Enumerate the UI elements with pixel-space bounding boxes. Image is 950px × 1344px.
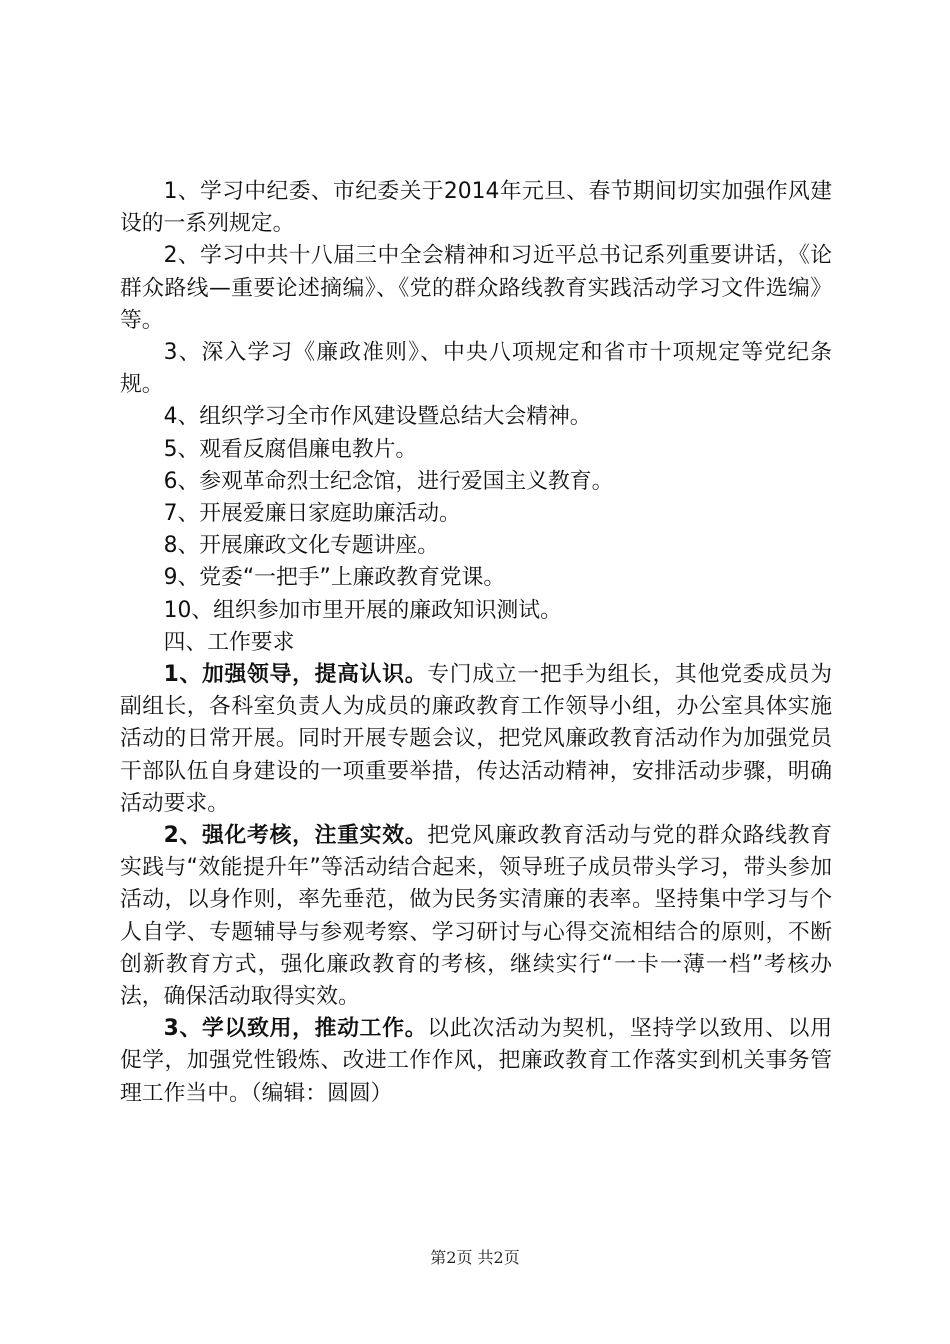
requirement-paragraph: 1、加强领导，提高认识。专门成立一把手为组长，其他党委成员为副组长，各科室负责人为成员的廉政教育工作领导小组，办公室具体实施活动的日常开展。同时开展专题会议，把党风廉政教育活动作为加强党员干部队伍自身建设的一项重要举措，传达活动精神，安排活动步骤，明确活动要求。 xyxy=(120,662,832,816)
section-heading: 四、工作要求 xyxy=(163,629,295,655)
list-item: 8、开展廉政文化专题讲座。 xyxy=(163,533,440,559)
list-item: 2、学习中共十八届三中全会精神和习近平总书记系列重要讲话，《论群众路线—重要论述摘编》、《党的群众路线教育实践活动学习文件选编》等。 xyxy=(120,243,832,333)
requirement-lead: 3、学以致用，推动工作。 xyxy=(163,1016,428,1042)
list-item: 3、深入学习《廉政准则》、中央八项规定和省市十项规定等党纪条规。 xyxy=(120,340,832,398)
list-item: 6、参观革命烈士纪念馆，进行爱国主义教育。 xyxy=(163,468,614,494)
requirement-paragraph: 2、强化考核，注重实效。把党风廉政教育活动与党的群众路线教育实践与“效能提升年”等活动结合起来，领导班子成员带头学习，带头参加活动，以身作则，率先垂范，做为民务实清廉的表率。坚持集中学习与个人自学、专题辅导与参观考察、学习研讨与心得交流相结合的原则，不断创新教育方式，强化廉政教育的考核，继续实行“一卡一薄一档”考核办法，确保活动取得实效。 xyxy=(120,823,832,1010)
page-footer: 第2页 共2页 xyxy=(430,1248,520,1267)
list-item: 10、组织参加市里开展的廉政知识测试。 xyxy=(163,597,562,623)
list-item: 7、开展爱廉日家庭助廉活动。 xyxy=(163,501,461,527)
requirement-lead: 1、加强领导，提高认识。 xyxy=(163,662,428,688)
list-item: 4、组织学习全市作风建设暨总结大会精神。 xyxy=(163,404,592,430)
list-item: 1、学习中纪委、市纪委关于2014年元旦、春节期间切实加强作风建设的一系列规定。 xyxy=(120,179,832,237)
document-body xyxy=(120,176,832,1110)
requirement-paragraph: 3、学以致用，推动工作。以此次活动为契机，坚持学以致用、以用促学，加强党性锻炼、改进工作作风，把廉政教育工作落实到机关事务管理工作当中。（编辑：圆圆） xyxy=(120,1016,832,1106)
list-item: 9、党委“一把手”上廉政教育党课。 xyxy=(163,565,506,591)
requirement-lead: 2、强化考核，注重实效。 xyxy=(163,823,428,849)
list-item: 5、观看反腐倡廉电教片。 xyxy=(163,436,418,462)
